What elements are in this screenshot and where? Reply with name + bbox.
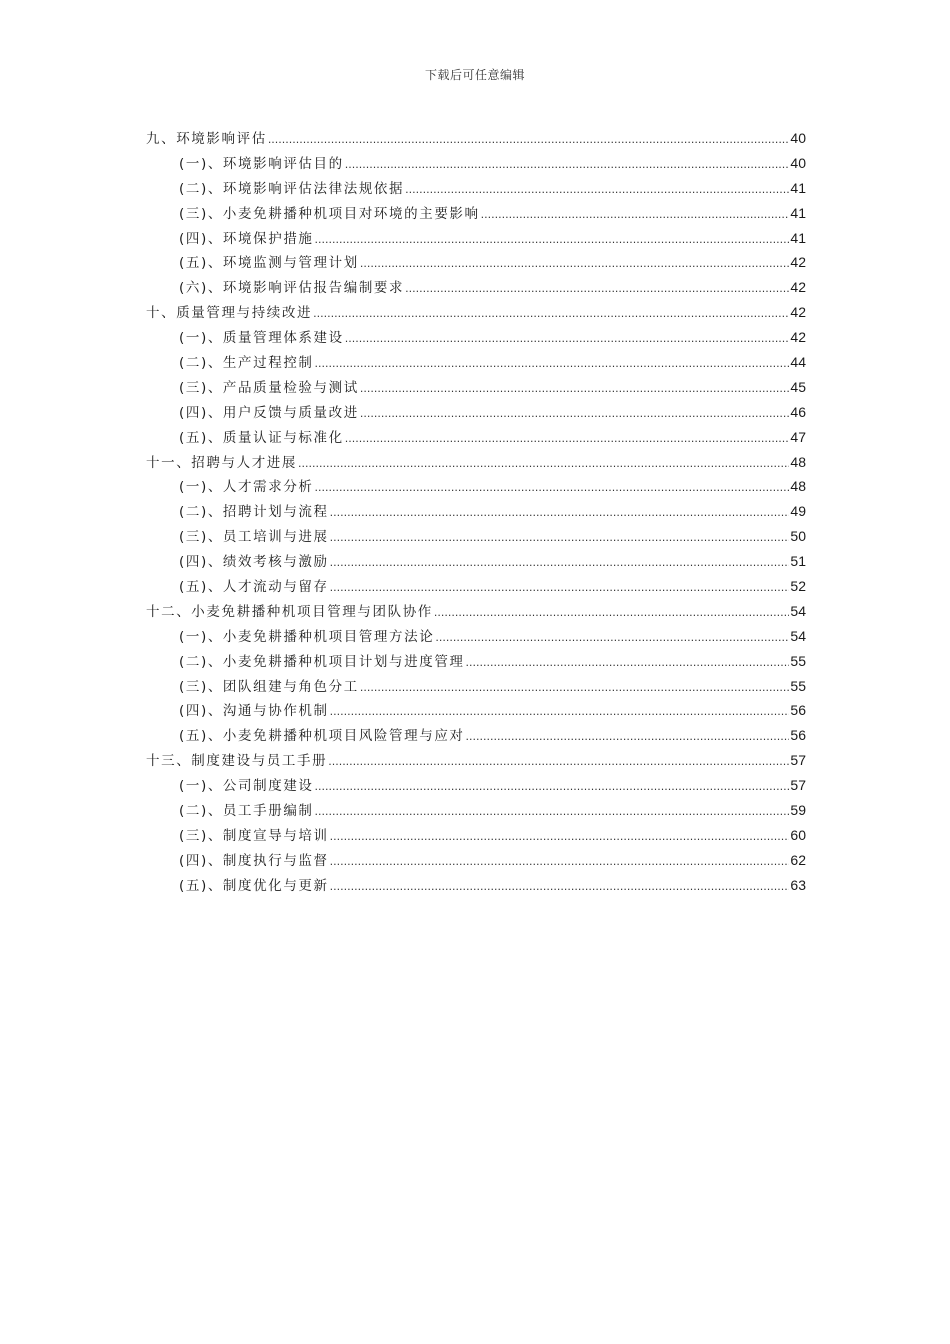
toc-entry-title: (四)、制度执行与监督 bbox=[179, 852, 329, 869]
toc-entry-title: (一)、环境影响评估目的 bbox=[179, 155, 344, 172]
toc-page-number: 42 bbox=[790, 304, 806, 321]
toc-dot-leader bbox=[315, 774, 790, 800]
toc-entry-title: (一)、小麦免耕播种机项目管理方法论 bbox=[179, 628, 435, 645]
toc-page-number: 41 bbox=[790, 204, 806, 221]
toc-section-entry[interactable] bbox=[146, 325, 806, 350]
toc-section-entry[interactable] bbox=[146, 201, 806, 226]
toc-entry-title: (五)、质量认证与标准化 bbox=[179, 429, 344, 446]
toc-section-entry[interactable] bbox=[146, 549, 806, 574]
toc-entry-title: (二)、小麦免耕播种机项目计划与进度管理 bbox=[179, 653, 465, 670]
toc-chapter-entry[interactable] bbox=[146, 748, 806, 773]
toc-dot-leader bbox=[360, 401, 790, 427]
toc-entry-title: (四)、沟通与协作机制 bbox=[179, 703, 329, 720]
toc-page-number: 41 bbox=[790, 229, 806, 246]
toc-dot-leader bbox=[315, 227, 790, 253]
toc-chapter-entry[interactable] bbox=[146, 450, 806, 475]
toc-page-number: 60 bbox=[790, 826, 806, 843]
toc-section-entry[interactable] bbox=[146, 151, 806, 176]
toc-dot-leader bbox=[328, 749, 789, 775]
toc-page-number: 59 bbox=[790, 802, 806, 819]
toc-page-number: 44 bbox=[790, 354, 806, 371]
toc-entry-title: (五)、环境监测与管理计划 bbox=[179, 255, 359, 272]
toc-page-number: 49 bbox=[790, 503, 806, 520]
toc-dot-leader bbox=[360, 675, 790, 701]
toc-dot-leader bbox=[330, 550, 790, 576]
toc-entry-title: 九、环境影响评估 bbox=[146, 131, 267, 147]
toc-page-number: 45 bbox=[790, 378, 806, 395]
toc-page-number: 40 bbox=[790, 154, 806, 171]
toc-section-entry[interactable] bbox=[146, 848, 806, 873]
toc-page-number: 57 bbox=[790, 777, 806, 794]
toc-dot-leader bbox=[360, 376, 790, 402]
toc-page-number: 63 bbox=[790, 876, 806, 893]
toc-section-entry[interactable] bbox=[146, 375, 806, 400]
toc-entry-title: (五)、人才流动与留存 bbox=[179, 579, 329, 596]
toc-section-entry[interactable] bbox=[146, 226, 806, 251]
toc-entry-title: 十三、制度建设与员工手册 bbox=[146, 753, 328, 770]
toc-section-entry[interactable] bbox=[146, 773, 806, 798]
toc-dot-leader bbox=[315, 475, 790, 501]
toc-chapter-entry[interactable] bbox=[146, 126, 806, 151]
toc-entry-title: (一)、人才需求分析 bbox=[179, 479, 314, 496]
toc-section-entry[interactable] bbox=[146, 873, 806, 898]
toc-entry-title: 十、质量管理与持续改进 bbox=[146, 305, 313, 322]
toc-chapter-entry[interactable] bbox=[146, 300, 806, 325]
toc-section-entry[interactable] bbox=[146, 649, 806, 674]
toc-entry-title: (二)、环境影响评估法律法规依据 bbox=[179, 180, 405, 197]
toc-entry-title: (四)、绩效考核与激励 bbox=[179, 554, 329, 571]
toc-dot-leader bbox=[435, 625, 789, 651]
toc-dot-leader bbox=[315, 799, 790, 825]
toc-dot-leader bbox=[298, 451, 789, 477]
toc-section-entry[interactable] bbox=[146, 674, 806, 699]
toc-page-number: 56 bbox=[790, 727, 806, 744]
toc-dot-leader bbox=[345, 326, 790, 352]
toc-chapter-entry[interactable] bbox=[146, 599, 806, 624]
toc-entry-title: (五)、制度优化与更新 bbox=[179, 877, 329, 894]
toc-page-number: 57 bbox=[790, 752, 806, 769]
toc-entry-title: (三)、团队组建与角色分工 bbox=[179, 678, 359, 695]
toc-section-entry[interactable] bbox=[146, 723, 806, 748]
toc-dot-leader bbox=[330, 849, 790, 875]
toc-dot-leader bbox=[330, 575, 790, 601]
toc-entry-title: (四)、用户反馈与质量改进 bbox=[179, 404, 359, 421]
toc-entry-title: (二)、招聘计划与流程 bbox=[179, 504, 329, 521]
toc-section-entry[interactable] bbox=[146, 798, 806, 823]
toc-entry-title: 十二、小麦免耕播种机项目管理与团队协作 bbox=[146, 603, 433, 620]
toc-entry-title: (五)、小麦免耕播种机项目风险管理与应对 bbox=[179, 728, 465, 745]
toc-page-number: 51 bbox=[790, 553, 806, 570]
toc-dot-leader bbox=[330, 699, 790, 725]
toc-section-entry[interactable] bbox=[146, 275, 806, 300]
toc-dot-leader bbox=[405, 276, 789, 302]
toc-page-number: 54 bbox=[790, 602, 806, 619]
toc-page-number: 54 bbox=[790, 627, 806, 644]
toc-entry-title: (三)、制度宣导与培训 bbox=[179, 827, 329, 844]
toc-section-entry[interactable] bbox=[146, 250, 806, 275]
toc-entry-title: (二)、生产过程控制 bbox=[179, 355, 314, 372]
toc-dot-leader bbox=[345, 426, 790, 452]
toc-section-entry[interactable] bbox=[146, 425, 806, 450]
toc-page-number: 42 bbox=[790, 279, 806, 296]
toc-section-entry[interactable] bbox=[146, 574, 806, 599]
toc-page-number: 50 bbox=[790, 528, 806, 545]
toc-entry-title: 十一、招聘与人才进展 bbox=[146, 454, 297, 471]
toc-entry-title: (三)、员工培训与进展 bbox=[179, 529, 329, 546]
toc-page-number: 48 bbox=[790, 478, 806, 495]
toc-dot-leader bbox=[405, 177, 789, 203]
toc-section-entry[interactable] bbox=[146, 499, 806, 524]
toc-section-entry[interactable] bbox=[146, 698, 806, 723]
toc-dot-leader bbox=[330, 824, 790, 850]
toc-dot-leader bbox=[315, 351, 790, 377]
toc-page-number: 55 bbox=[790, 652, 806, 669]
toc-page-number: 42 bbox=[790, 329, 806, 346]
toc-page-number: 62 bbox=[790, 851, 806, 868]
toc-page-number: 55 bbox=[790, 677, 806, 694]
toc-page-number: 56 bbox=[790, 702, 806, 719]
toc-dot-leader bbox=[434, 600, 790, 626]
toc-dot-leader bbox=[330, 500, 790, 526]
toc-page-number: 46 bbox=[790, 403, 806, 420]
toc-section-entry[interactable] bbox=[146, 524, 806, 549]
toc-entry-title: (三)、产品质量检验与测试 bbox=[179, 379, 359, 396]
toc-entry-title: (六)、环境影响评估报告编制要求 bbox=[179, 280, 405, 297]
toc-page-number: 52 bbox=[790, 578, 806, 595]
toc-entry-title: (三)、小麦免耕播种机项目对环境的主要影响 bbox=[179, 205, 480, 222]
toc-page-number: 48 bbox=[790, 453, 806, 470]
toc-page-number: 41 bbox=[790, 179, 806, 196]
toc-entry-title: (四)、环境保护措施 bbox=[179, 230, 314, 247]
toc-dot-leader bbox=[481, 202, 790, 228]
toc-section-entry[interactable] bbox=[146, 474, 806, 499]
toc-dot-leader bbox=[268, 127, 790, 153]
toc-dot-leader bbox=[466, 724, 790, 750]
toc-dot-leader bbox=[313, 301, 789, 327]
toc-dot-leader bbox=[330, 874, 790, 900]
toc-section-entry[interactable] bbox=[146, 176, 806, 201]
toc-entry-title: (二)、员工手册编制 bbox=[179, 803, 314, 820]
page-header: 下载后可任意编辑 bbox=[424, 68, 525, 82]
table-of-contents bbox=[146, 126, 806, 898]
toc-page-number: 47 bbox=[790, 428, 806, 445]
toc-entry-title: (一)、公司制度建设 bbox=[179, 778, 314, 795]
toc-page-number: 40 bbox=[790, 130, 806, 146]
toc-section-entry[interactable] bbox=[146, 823, 806, 848]
toc-dot-leader bbox=[360, 251, 790, 277]
toc-dot-leader bbox=[466, 650, 790, 676]
toc-page-number: 42 bbox=[790, 254, 806, 271]
toc-section-entry[interactable] bbox=[146, 624, 806, 649]
toc-entry-title: (一)、质量管理体系建设 bbox=[179, 330, 344, 347]
toc-dot-leader bbox=[345, 152, 790, 178]
toc-section-entry[interactable] bbox=[146, 400, 806, 425]
toc-section-entry[interactable] bbox=[146, 350, 806, 375]
toc-dot-leader bbox=[330, 525, 790, 551]
